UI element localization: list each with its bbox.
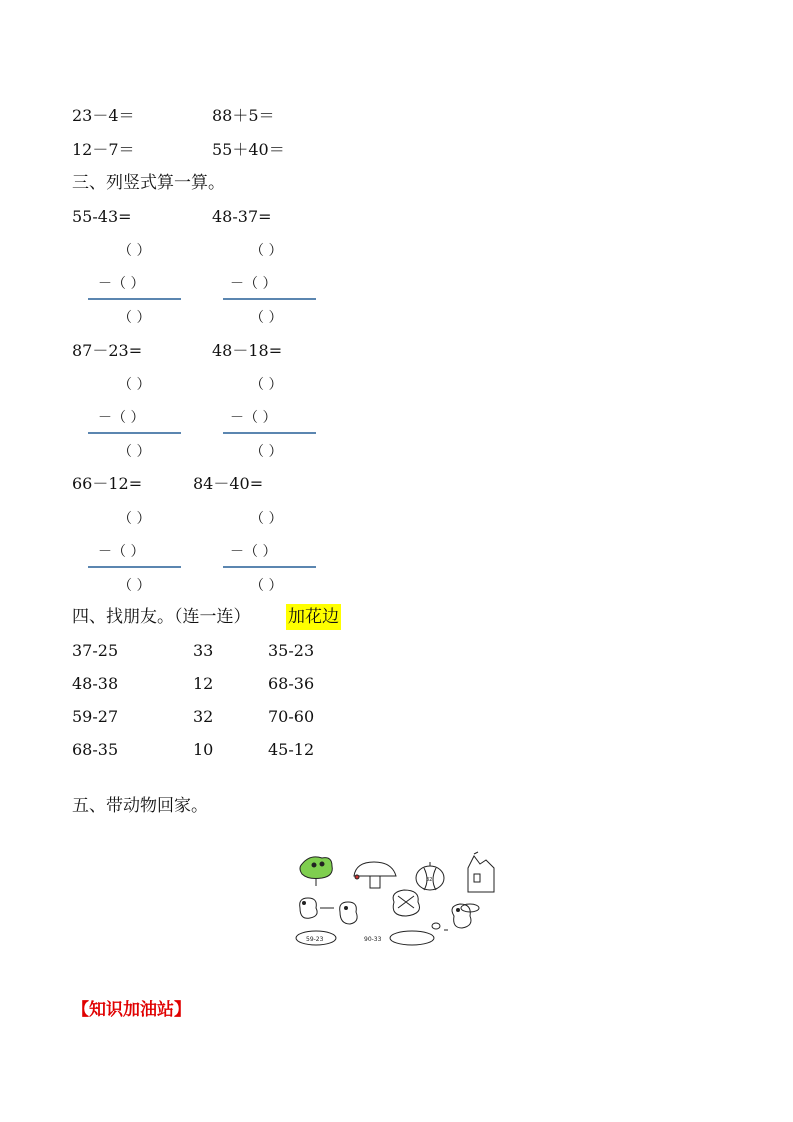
vertical-problem: 84－40= [193,474,264,493]
match-left: 59-27 [72,707,119,726]
match-right: 45-12 [268,740,315,759]
match-middle: 10 [193,740,214,759]
sum-line [223,566,316,568]
match-left: 48-38 [72,674,119,693]
animal-icon [300,898,317,918]
oral-problem: 88＋5＝ [212,106,275,125]
oral-problem: 23－4＝ [72,106,135,125]
blank-result: （ ） [250,578,283,594]
oral-problem: 55＋40＝ [212,140,285,159]
oral-problem: 12－7＝ [72,140,135,159]
match-middle: 32 [193,707,214,726]
section-title: 四、找朋友。（连一连） [72,607,251,627]
blank-result: （ ） [250,444,283,460]
blank-minus: －（ ） [230,544,277,560]
highlight-note: 加花边 [286,604,341,630]
match-middle: 12 [193,674,214,693]
blank-result: （ ） [118,578,151,594]
mushroom-icon [354,862,396,876]
knowledge-station-label: 【知识加油站】 [72,1000,191,1020]
match-right: 70-60 [268,707,315,726]
blank-result: （ ） [250,310,283,326]
image-label: 32 [426,877,433,883]
match-middle: 33 [193,641,214,660]
animals-home-illustration [290,850,502,952]
match-right: 68-36 [268,674,315,693]
blank-top: （ ） [250,377,283,393]
match-left: 37-25 [72,641,119,660]
sum-line [88,432,181,434]
green-blob-icon [300,857,332,879]
blank-minus: －（ ） [230,276,277,292]
match-right: 35-23 [268,641,315,660]
blank-result: （ ） [118,444,151,460]
blank-top: （ ） [118,243,151,259]
blank-top: （ ） [250,511,283,527]
blank-minus: －（ ） [98,544,145,560]
blank-top: （ ） [250,243,283,259]
sum-line [88,566,181,568]
blank-minus: －（ ） [230,410,277,426]
vertical-problem: 48－18= [212,341,283,360]
sum-line [223,298,316,300]
house-icon [468,856,494,892]
section-title: 五、带动物回家。 [72,796,208,816]
vertical-problem: 55-43= [72,207,132,226]
animal-icon [393,890,419,916]
blank-top: （ ） [118,511,151,527]
vertical-problem: 48-37= [212,207,272,226]
match-left: 68-35 [72,740,119,759]
sum-line [223,432,316,434]
sum-line [88,298,181,300]
vertical-problem: 87－23= [72,341,143,360]
section-title: 三、列竖式算一算。 [72,173,225,193]
leaf-icon [390,931,434,945]
blank-result: （ ） [118,310,151,326]
image-label: 90-33 [364,936,382,943]
animal-icon [340,902,357,924]
blank-minus: －（ ） [98,410,145,426]
blank-top: （ ） [118,377,151,393]
blank-minus: －（ ） [98,276,145,292]
image-label: 59-23 [306,936,324,943]
vertical-problem: 66－12= [72,474,143,493]
